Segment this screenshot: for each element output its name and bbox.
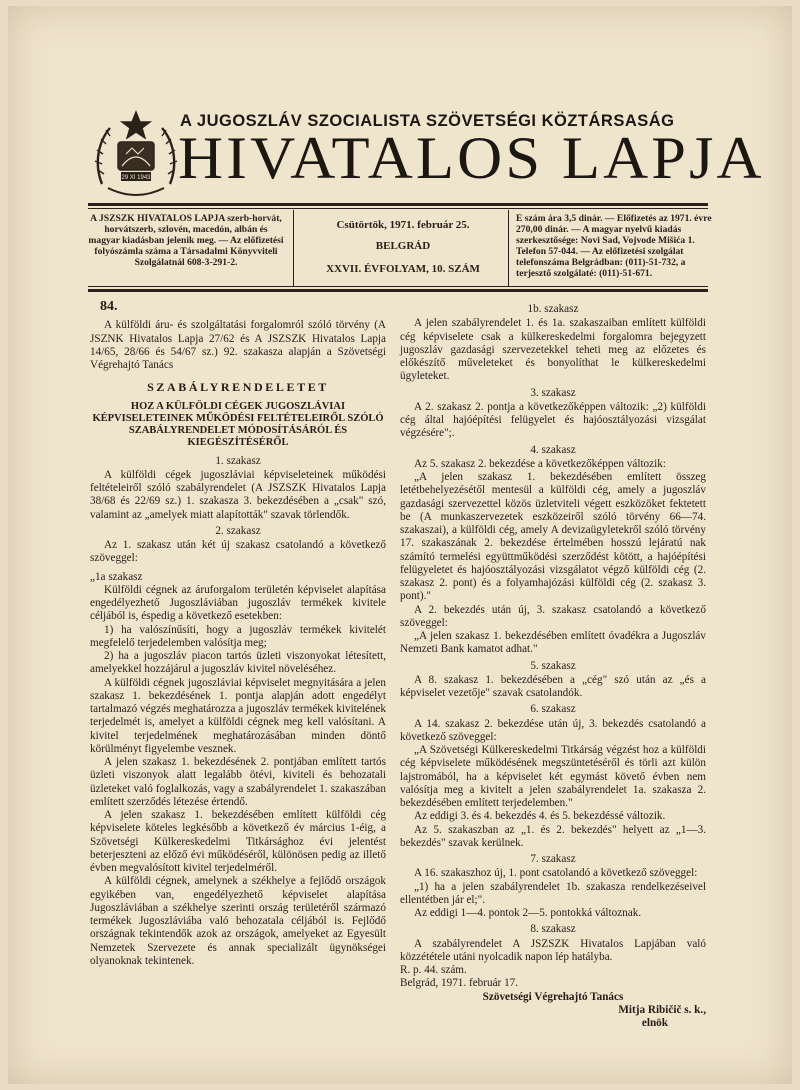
preamble: A külföldi áru- és szolgáltatási forgalomról szóló törvény (A JSZNK Hivatalos Lapja 27/62 és A JSZSZK Hivatalos Lapja 14/65, 28/66 és 54/67 sz.) 92. szakasza alapján a Szövetségi Végrehajtó Tanács [90,319,386,371]
masthead-bottom-rule-thin [88,286,708,287]
paragraph: A külföldi cégnek, amelynek a székhelye a fejlődő országok egyikében van, engedélyezhető képviselet alapítása Jugoszláviában a székhelye szerinti ország területéről származó termékek Jugoszláviába való behozatala céljából is. Fejlődő országnak tekintendők azok az országok, amelyeket az Egyesült Nemzetek Szervezete és annak specializált ügynökségei olyanoknak tekintenek. [90,875,386,967]
issuing-body: Szövetségi Végrehajtó Tanács [482,990,624,1003]
price-subscription-info: E szám ára 3,5 dinár. — Előfizetés az 1971. évre 270,00 dinár. — A magyar nyelvű kiadás szerkesztősége: Novi Sad, Vojvode Mišića 1. Telefon 57-044. — Az előfizetési szolgálat telefonszáma Belgrádban: (011)-51-732, a terjesztő szolgálaté: (011)-51-671. [516,213,712,279]
issue-city: BELGRÁD [375,240,431,252]
section-text: A 2. bekezdés után új, 3. szakasz csatolandó a következő szöveggel: [400,603,706,629]
masthead-divider-left [293,210,294,286]
section-heading: 3. szakasz [530,386,576,399]
section-text: Az 5. szakasz 2. bekezdése a következőképpen változik: [414,457,666,470]
paragraph: A külföldi cégnek jugoszláviai képviselet megnyitására a jelen szakasz 1. bekezdésének 1. pontja alapján adott engedélyt tartalmazó végzés meghatározza a jugoszláv termékek kivitelének terjedelmét is, amelyet a külföldi cégnek meg kell valósítani. A kivitel terjedelmének meghatározásában minden döntő körülményt figyelembe vesznek. [90,676,386,755]
gazette-title: HIVATALOS LAPJA [178,125,765,191]
signer-name: Mitja Ribičič s. k., [618,1003,706,1016]
section-heading: 1b. szakasz [527,303,579,315]
masthead-bottom-rule [88,289,708,292]
paragraph: 1) ha valószínűsíti, hogy a jugoszláv termékek kivitelét megfelelő terjedelemben valósítja meg; [90,623,386,649]
signer-title: elnök [641,1017,668,1029]
section-heading: 4. szakasz [530,443,576,456]
issue-info [300,219,506,276]
section-heading: 6. szakasz [530,703,576,716]
section-heading: 5. szakasz [530,659,576,672]
masthead-divider-right [508,210,509,286]
paragraph: Külföldi cégnek az áruforgalom területén képviselet alapítása engedélyezhető Jugoszláviában jugoszláv termékek kivitele céljából is, éspedig a következő esetekben: [90,583,386,623]
section-text: A 14. szakasz 2. bekezdése után új, 3. bekezdés csatolandó a következő szöveggel: [400,717,706,743]
reference-number: R. p. 44. szám. [400,964,467,976]
masthead-top-rule-thin [88,208,708,209]
quoted-text: „1) ha a jelen szabályrendelet 1b. szakasza rendelkezéseivel ellentétben jár el;". [400,880,706,906]
right-column [400,300,706,1030]
section-heading: „1a szakasz [90,570,143,583]
paragraph: A jelen szakasz 1. bekezdésének 2. pontjában említett tartós üzleti viszonyok alatt legalább ötévi, kiviteli és behozatali üzleteket való foglalkozás, vagy a szabályrendelet 1. szakaszában említett szerződés létezése értendő. [90,756,386,808]
section-heading: 7. szakasz [530,853,576,865]
place-date: Belgrád, 1971. február 17. [400,977,519,990]
section-text: A 16. szakaszhoz új, 1. pont csatolandó a következő szöveggel: [414,867,698,880]
section-heading: 1. szakasz [215,454,261,467]
left-column [90,300,386,968]
republic-heading: A JUGOSZLÁV SZOCIALISTA SZÖVETSÉGI KÖZTÁRSASÁG [180,112,675,130]
masthead-top-rule [88,203,708,206]
paragraph: A jelen szakasz 1. bekezdésében említett külföldi cég képviselete köteles legkésőbb a következő év március 1-éig, a Szövetségi Külkereskedelmi Titkársághoz évi jelentést beterjeszteni az előző évi működéséről, különösen pedig az illető évben megvalósított kivitel terjedelméről. [90,809,386,874]
document-number: 84. [100,299,118,314]
section-text: Az eddigi 3. és 4. bekezdés 4. és 5. bekezdéssé változik. [414,810,666,823]
section-text: A jelen szabályrendelet 1. és 1a. szakaszaiban említett külföldi cég képviselete csak a külkereskedelmi forgalomra bejegyzett jugoszláv gazdasági szervezetekkel teheti meg az előzetes és előkészítő műveleteket és bonyolíthat le külkereskedelmi ügyleteket. [400,317,706,383]
emblem-date: 29 XI 1943 [121,175,151,181]
section-heading: 8. szakasz [530,923,576,936]
section-text: Az eddigi 1—4. pontok 2—5. pontokká változnak. [414,907,642,919]
section-text: Az 5. szakaszban az „1. és 2. bekezdés" helyett az „1—3. bekezdés" szavak kerülnek. [400,823,706,849]
quoted-text: „A jelen szakasz 1. bekezdésében említett összeg letétbehelyezésétől mentesül a külföldi cég, amely a jugoszláv gazdasági szervezettel közös üzletviteli végett eszközöket fektetett be (A munkaszervezetek eszközeiről szóló törvény 66—74. szakaszai), a külföldi cég, amely A devizaügyletekről szóló törvény 17. szakaszának 2. bekezdése értelmében hosszú lejáratú nak számító termelési együttműködési szerződést kötött, a hajóépítési felügyeletet és hajóosztályozási vizsgálatot végző külföldi cég (2. szakasz 2. pont) és a folyamhajózási külföldi cég (2. szakasz 3. pont)." [400,471,706,603]
decree-title: HOZ A KÜLFÖLDI CÉGEK JUGOSZLÁVIAI KÉPVISELETEINEK MŰKÖDÉSI FELTÉTELEIRŐL SZÓLÓ SZABÁLYRENDELET MÓDOSÍTÁSÁRÓL ÉS KIEGÉSZÍTÉSÉRŐL [92,400,384,448]
section-text: Az 1. szakasz után két új szakasz csatolandó a következő szöveggel: [90,539,386,565]
publication-info: A JSZSZK HIVATALOS LAPJA szerb-horvát, horvátszerb, szlovén, macedón, albán és magyar kiadásban jelenik meg. — Az előfizetési folyószámla száma a Társadalmi Könyvviteli Szolgálatnál 608-3-291-2. [88,213,284,268]
section-text: A 8. szakasz 1. bekezdésében a „cég" szó után az „és a képviselet vezetője" szavak csatolandók. [400,673,706,699]
paragraph: 2) ha a jugoszláv piacon tartós üzleti viszonyokat létesített, amelyekkel hozzájárul a jugoszláv kivitel növeléséhez. [90,650,386,676]
quoted-text: „A jelen szakasz 1. bekezdésében említett óvadékra a Jugoszláv Nemzeti Bank kamatot adhat." [400,630,706,656]
issue-date: Csütörtök, 1971. február 25. [336,219,470,231]
decree-heading: SZABÁLYRENDELETET [147,380,329,395]
state-emblem-icon [88,104,184,204]
issue-volume: XXVII. ÉVFOLYAM, 10. SZÁM [326,263,480,275]
section-text: A szabályrendelet A JSZSZK Hivatalos Lapjában való közzététele utáni nyolcadik napon lép hatályba. [400,937,706,963]
section-text: A 2. szakasz 2. pontja a következőképpen változik: „2) külföldi cég által hajóépítési felügyelet és hajóosztályozási vizsgálat végzésére";. [400,400,706,440]
section-heading: 2. szakasz [215,524,261,537]
quoted-text: „A Szövetségi Külkereskedelmi Titkárság végzést hoz a külföldi cég képviselete működésének megszüntetéséről és törli azt külön lajstromából, ha a képviselet két egymást követő évben nem valósítja meg a kivitelt a jelen szabályrendelet 1a. szakasza 2. bekezdésében említett terjedelemben." [400,744,706,809]
section-text: A külföldi cégek jugoszláviai képviseleteinek működési feltételeiről szóló szabályrendelet (A JSZSZK Hivatalos Lapja 38/68 és 22/69 sz.) 1. szakasza 3. bekezdésében a „csak" szó, valamint az „amelyek miatt alapították" szavak törlendők. [90,468,386,521]
